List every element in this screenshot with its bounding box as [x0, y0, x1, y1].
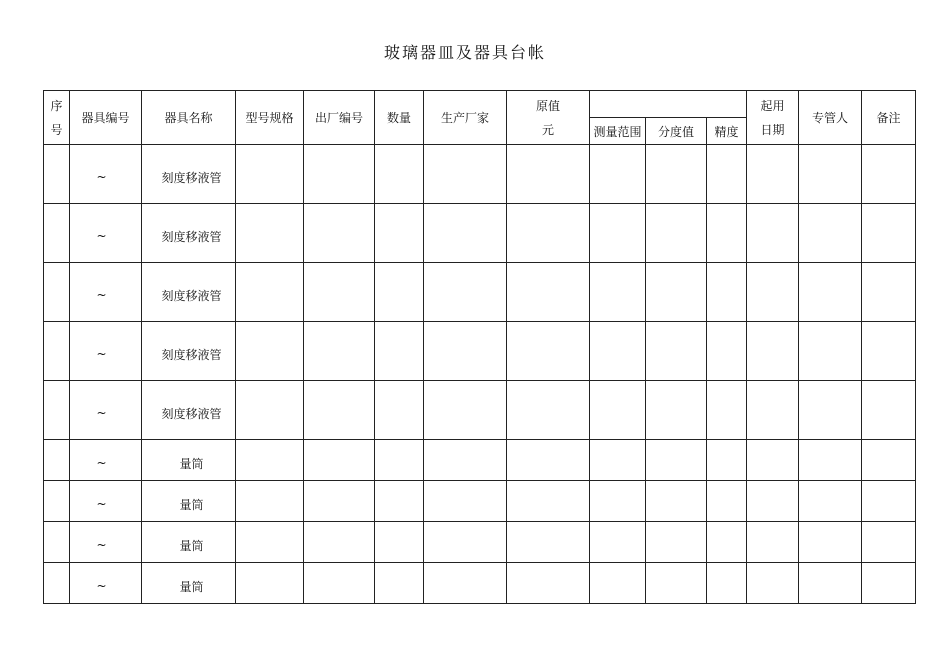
cell-value — [507, 263, 590, 322]
cell-maker — [424, 440, 507, 481]
header-value-top: 原值 — [535, 98, 560, 113]
cell-code: ~ — [70, 145, 142, 204]
cell-start-date — [747, 481, 799, 522]
cell-name: 刻度移液管 — [142, 322, 236, 381]
cell-keeper — [799, 204, 862, 263]
table-row — [44, 263, 916, 322]
cell-division — [646, 263, 707, 322]
cell-start-date — [747, 145, 799, 204]
cell-keeper — [799, 440, 862, 481]
cell-remark — [862, 204, 916, 263]
cell-seq — [44, 381, 70, 440]
cell-start-date — [747, 522, 799, 563]
cell-code: ~ — [70, 322, 142, 381]
table-row — [44, 440, 916, 481]
cell-qty — [375, 204, 424, 263]
cell-precision — [707, 522, 747, 563]
cell-factory-no — [304, 481, 375, 522]
cell-model — [236, 263, 304, 322]
cell-start-date — [747, 322, 799, 381]
cell-keeper — [799, 145, 862, 204]
cell-division — [646, 563, 707, 604]
cell-precision — [707, 322, 747, 381]
cell-model — [236, 145, 304, 204]
header-factory-no: 出厂编号 — [304, 91, 375, 145]
cell-keeper — [799, 381, 862, 440]
cell-division — [646, 522, 707, 563]
cell-code: ~ — [70, 481, 142, 522]
cell-code: ~ — [70, 563, 142, 604]
cell-remark — [862, 263, 916, 322]
cell-qty — [375, 522, 424, 563]
header-seq-bottom: 号 — [50, 122, 63, 137]
cell-model — [236, 522, 304, 563]
table-row — [44, 563, 916, 604]
cell-maker — [424, 481, 507, 522]
cell-value — [507, 563, 590, 604]
table-row — [44, 522, 916, 563]
cell-model — [236, 440, 304, 481]
cell-range — [590, 204, 646, 263]
cell-seq — [44, 322, 70, 381]
cell-seq — [44, 204, 70, 263]
cell-value — [507, 145, 590, 204]
table-row — [44, 481, 916, 522]
cell-maker — [424, 522, 507, 563]
cell-division — [646, 440, 707, 481]
ledger-table — [43, 90, 916, 604]
cell-factory-no — [304, 322, 375, 381]
header-range: 测量范围 — [590, 118, 646, 145]
cell-maker — [424, 263, 507, 322]
table-row — [44, 322, 916, 381]
cell-range — [590, 322, 646, 381]
cell-name: 量筒 — [142, 440, 236, 481]
cell-seq — [44, 563, 70, 604]
cell-value — [507, 440, 590, 481]
cell-factory-no — [304, 145, 375, 204]
cell-name: 量筒 — [142, 522, 236, 563]
cell-precision — [707, 145, 747, 204]
cell-qty — [375, 481, 424, 522]
table-row — [44, 204, 916, 263]
cell-range — [590, 522, 646, 563]
header-model: 型号规格 — [236, 91, 304, 145]
header-seq — [44, 91, 70, 145]
cell-name: 刻度移液管 — [142, 263, 236, 322]
cell-division — [646, 145, 707, 204]
cell-factory-no — [304, 522, 375, 563]
cell-start-date — [747, 563, 799, 604]
cell-keeper — [799, 563, 862, 604]
cell-precision — [707, 381, 747, 440]
cell-division — [646, 481, 707, 522]
header-value-bottom: 元 — [541, 122, 554, 137]
cell-qty — [375, 145, 424, 204]
cell-value — [507, 204, 590, 263]
cell-precision — [707, 563, 747, 604]
cell-model — [236, 481, 304, 522]
cell-value — [507, 322, 590, 381]
cell-maker — [424, 145, 507, 204]
header-remark: 备注 — [862, 91, 916, 145]
cell-division — [646, 322, 707, 381]
cell-seq — [44, 263, 70, 322]
cell-maker — [424, 563, 507, 604]
cell-factory-no — [304, 440, 375, 481]
cell-remark — [862, 381, 916, 440]
cell-name: 量筒 — [142, 481, 236, 522]
cell-start-date — [747, 381, 799, 440]
header-start-top: 起用 — [760, 98, 785, 113]
cell-factory-no — [304, 263, 375, 322]
cell-qty — [375, 563, 424, 604]
table-row — [44, 145, 916, 204]
cell-factory-no — [304, 563, 375, 604]
cell-code: ~ — [70, 440, 142, 481]
cell-start-date — [747, 440, 799, 481]
cell-division — [646, 204, 707, 263]
cell-range — [590, 440, 646, 481]
cell-code: ~ — [70, 263, 142, 322]
cell-qty — [375, 440, 424, 481]
cell-keeper — [799, 522, 862, 563]
header-row — [44, 91, 916, 118]
table-row — [44, 381, 916, 440]
cell-qty — [375, 381, 424, 440]
cell-precision — [707, 263, 747, 322]
cell-name: 量筒 — [142, 563, 236, 604]
cell-maker — [424, 322, 507, 381]
cell-keeper — [799, 481, 862, 522]
header-measure-group — [590, 91, 747, 118]
cell-keeper — [799, 322, 862, 381]
cell-remark — [862, 563, 916, 604]
cell-division — [646, 381, 707, 440]
cell-remark — [862, 440, 916, 481]
cell-range — [590, 381, 646, 440]
cell-seq — [44, 145, 70, 204]
cell-model — [236, 563, 304, 604]
cell-name: 刻度移液管 — [142, 381, 236, 440]
cell-keeper — [799, 263, 862, 322]
page-title: 玻璃器皿及器具台帐 — [383, 43, 546, 62]
cell-precision — [707, 204, 747, 263]
cell-name: 刻度移液管 — [142, 204, 236, 263]
cell-code: ~ — [70, 522, 142, 563]
cell-name: 刻度移液管 — [142, 145, 236, 204]
header-seq-top: 序 — [50, 98, 63, 113]
cell-remark — [862, 481, 916, 522]
header-keeper: 专管人 — [799, 91, 862, 145]
header-precision: 精度 — [707, 118, 747, 145]
cell-seq — [44, 440, 70, 481]
cell-code: ~ — [70, 204, 142, 263]
cell-range — [590, 145, 646, 204]
cell-remark — [862, 322, 916, 381]
cell-start-date — [747, 204, 799, 263]
cell-range — [590, 263, 646, 322]
cell-factory-no — [304, 381, 375, 440]
header-start-bottom: 日期 — [760, 122, 785, 137]
cell-model — [236, 204, 304, 263]
cell-value — [507, 522, 590, 563]
cell-value — [507, 481, 590, 522]
cell-value — [507, 381, 590, 440]
header-maker: 生产厂家 — [424, 91, 507, 145]
header-value — [507, 91, 590, 145]
cell-qty — [375, 263, 424, 322]
cell-start-date — [747, 263, 799, 322]
cell-remark — [862, 522, 916, 563]
cell-qty — [375, 322, 424, 381]
cell-remark — [862, 145, 916, 204]
cell-seq — [44, 522, 70, 563]
header-start-date — [747, 91, 799, 145]
header-code: 器具编号 — [70, 91, 142, 145]
cell-precision — [707, 440, 747, 481]
cell-seq — [44, 481, 70, 522]
header-name: 器具名称 — [142, 91, 236, 145]
cell-model — [236, 322, 304, 381]
cell-precision — [707, 481, 747, 522]
header-division: 分度值 — [646, 118, 707, 145]
cell-maker — [424, 381, 507, 440]
cell-factory-no — [304, 204, 375, 263]
header-qty: 数量 — [375, 91, 424, 145]
cell-model — [236, 381, 304, 440]
cell-code: ~ — [70, 381, 142, 440]
cell-range — [590, 481, 646, 522]
cell-maker — [424, 204, 507, 263]
cell-range — [590, 563, 646, 604]
